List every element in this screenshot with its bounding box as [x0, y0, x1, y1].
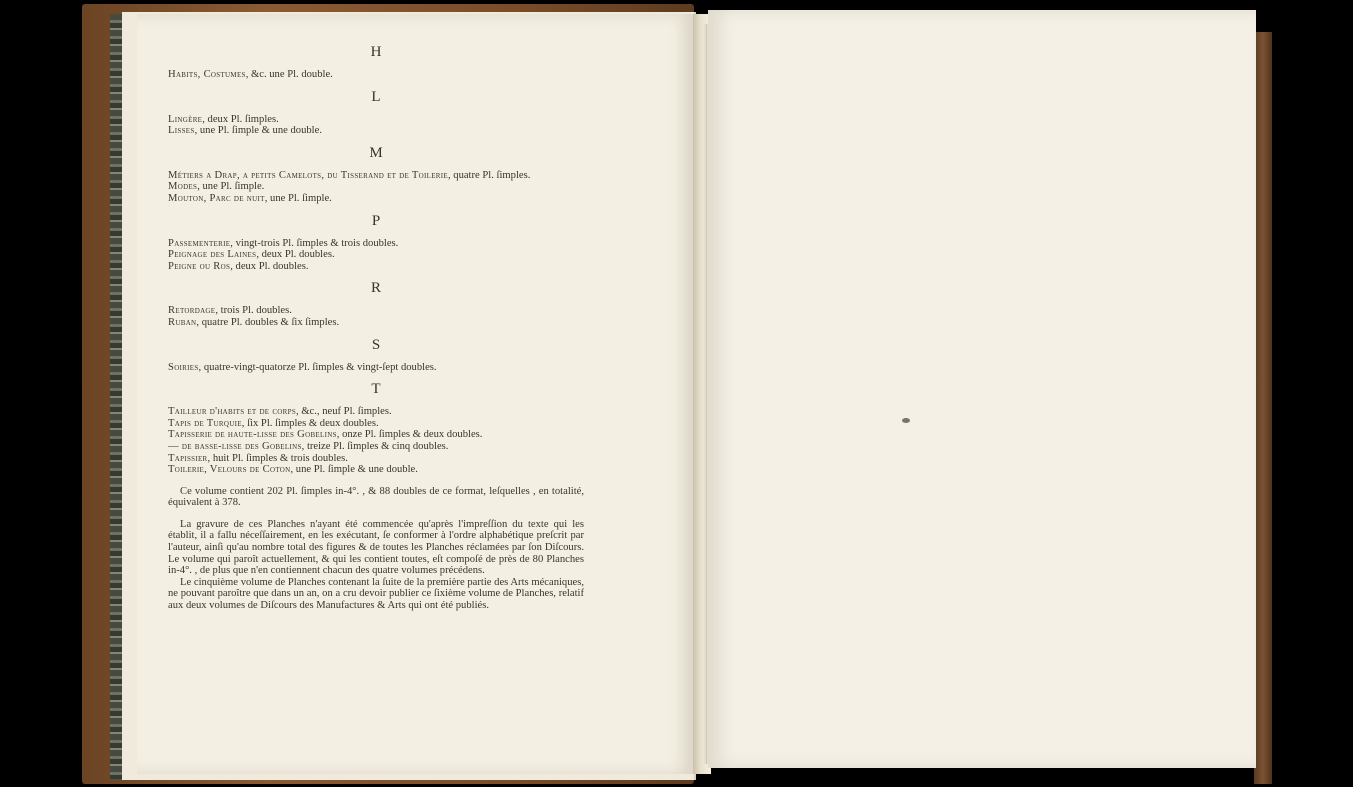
section-l [168, 89, 584, 137]
entry-name: Retordage [168, 305, 216, 317]
entry [168, 238, 584, 250]
section-s [168, 337, 584, 374]
section-letter: M [369, 144, 383, 161]
entry-detail: , treize Pl. ſimples & cinq doubles. [301, 440, 449, 452]
page-text [168, 40, 584, 612]
entry [168, 69, 584, 81]
entry-name: Mouton, Parc de nuit [168, 192, 265, 204]
entry [168, 261, 584, 273]
entry [168, 418, 584, 430]
entry-detail: , une Pl. ſimple. [197, 181, 265, 193]
entry [168, 453, 584, 465]
section-letter: S [371, 336, 381, 353]
entry-detail: , quatre Pl. ſimples. [447, 169, 531, 181]
section-letter: P [371, 212, 381, 229]
section-h [168, 44, 584, 81]
entry-detail: , une Pl. ſimple & une double. [194, 125, 322, 137]
entry [168, 441, 584, 453]
stain-mark [902, 418, 910, 423]
entry-name: Métiers a Drap, a petits Camelots, du Tisserand et de Toilerie [168, 169, 448, 181]
entry-detail: , une Pl. ſimple & une double. [290, 464, 418, 476]
entry-name: Lisses [168, 125, 195, 137]
entry-name: Tapis de Turquie [168, 417, 242, 429]
section-p [168, 213, 584, 273]
entry-detail: , deux Pl. doubles. [230, 260, 309, 272]
entry-detail: , deux Pl. ſimples. [202, 113, 279, 125]
entry [168, 464, 584, 476]
entry-name: Toilerie, Velours de Coton [168, 464, 291, 476]
entry-name: Passementerie [168, 237, 231, 249]
entry-detail: , deux Pl. doubles. [256, 249, 335, 261]
entry [168, 406, 584, 418]
entry-detail: , une Pl. ſimple. [264, 192, 332, 204]
section-m [168, 145, 584, 205]
entry-detail: , &c., neuf Pl. ſimples. [296, 406, 392, 418]
section-r [168, 280, 584, 328]
entry-name: Peignage des Laines [168, 249, 257, 261]
entry-name: Tapisserie de haute-lisse des Gobelins [168, 429, 337, 441]
entry [168, 305, 584, 317]
entry-name: Tailleur d'habits et de corps [168, 406, 297, 418]
entry-detail: , ſix Pl. ſimples & deux doubles. [241, 417, 379, 429]
entry [168, 114, 584, 126]
entry-detail: , trois Pl. doubles. [215, 305, 292, 317]
volume-summary-paragraph: Ce volume contient 202 Pl. ſimples in-4°. , & 88 doubles de ce format, leſquelles , en totalité, équivalent à 378. [168, 485, 584, 509]
entry-name: Tapissier [168, 452, 208, 464]
entry-name: Ruban [168, 316, 197, 328]
entry-name: Modes [168, 181, 198, 193]
section-letter: T [371, 381, 381, 398]
section-t [168, 381, 584, 476]
entry-name: Peigne ou Ros [168, 260, 231, 272]
entry-detail: , quatre-vingt-quatorze Pl. ſimples & vingt-ſept doubles. [198, 361, 437, 373]
entry-detail: , &c. une Pl. double. [245, 69, 333, 80]
entry-name: — de basse-lisse des Gobelins [168, 440, 302, 452]
entry [168, 249, 584, 261]
entry [168, 125, 584, 137]
right-page-blank [708, 10, 1256, 768]
entry [168, 193, 584, 205]
section-letter: R [370, 280, 381, 297]
entry-detail: , quatre Pl. doubles & ſix ſimples. [196, 316, 340, 328]
section-letter: L [371, 88, 381, 105]
entry [168, 429, 584, 441]
fifth-volume-paragraph: Le cinquième volume de Planches contenant la ſuite de la première partie des Arts mécaniques, ne pouvant paroître que dans un an, on a cru devoir publier ce ſixième volume de Planches, relatif aux deux volumes de Diſcours des Manufactures & Arts qui ont été publiés. [168, 576, 584, 612]
entry-name: Habits, Costumes [168, 69, 246, 80]
entry-name: Lingère [168, 113, 203, 125]
book-cover-right [1254, 32, 1272, 784]
engraving-note-paragraph: La gravure de ces Planches n'ayant été commencée qu'après l'impreſſion du texte qui les établit, il a fallu néceſſairement, en les exécutant, ſe conformer à l'ordre alphabétique preſcrit par l'auteur, ainſi qu'au nombre total des figures & de toutes les Planches réclamées par ſon Diſcours. Le volume qui paroît actuellement, & qui les contient toutes, eſt compoſé de près de 80 Planches in-4°. , de plus que n'en contiennent chacun des quatre volumes précédens. [168, 518, 584, 577]
entry-detail: , onze Pl. ſimples & deux doubles. [336, 429, 483, 441]
entry [168, 317, 584, 329]
entry-detail: , vingt-trois Pl. ſimples & trois doubles. [230, 237, 399, 249]
section-letter: H [370, 44, 382, 60]
entry-detail: , huit Pl. ſimples & trois doubles. [207, 452, 348, 464]
entry [168, 362, 584, 374]
entry [168, 170, 584, 182]
entry-name: Soiries [168, 361, 199, 373]
entry [168, 181, 584, 193]
